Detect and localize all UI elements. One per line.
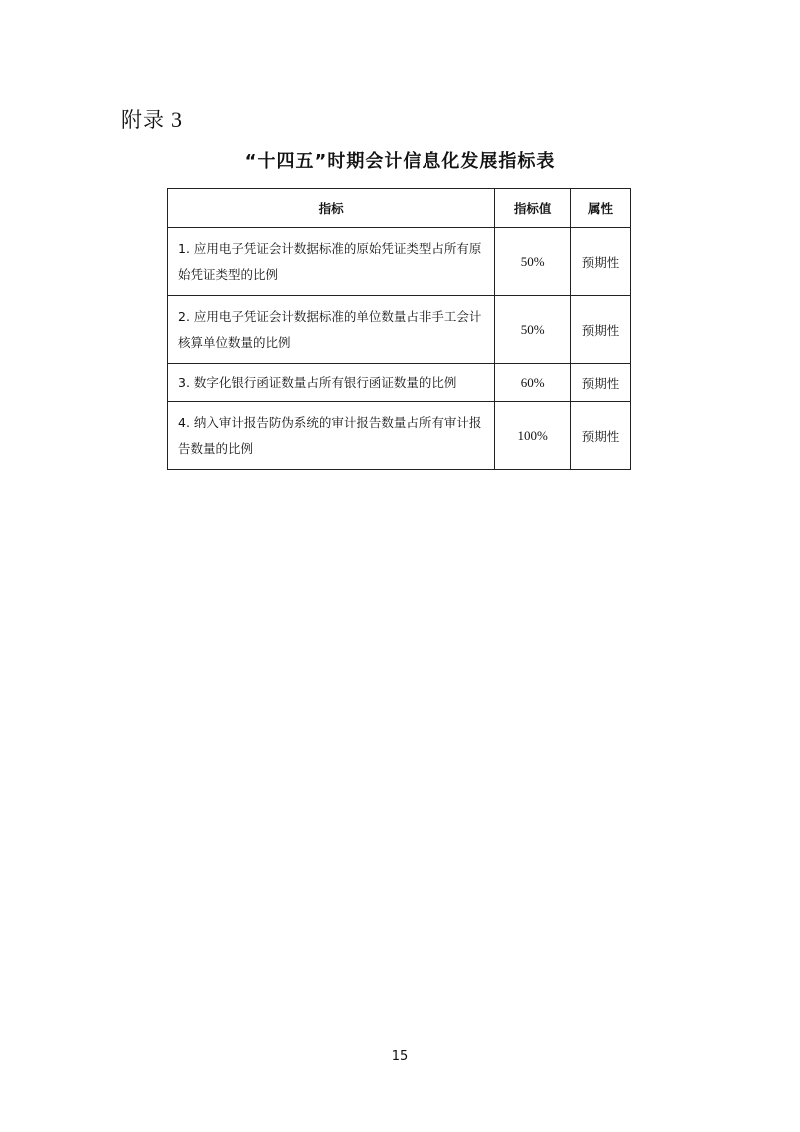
header-attribute: 属性 [571,189,631,228]
indicator-cell: 3. 数字化银行函证数量占所有银行函证数量的比例 [168,364,495,402]
value-cell: 50% [495,296,571,364]
table-title: “十四五”时期会计信息化发展指标表 [244,151,556,172]
appendix-label: 附录 [121,108,165,132]
attribute-cell: 预期性 [571,364,631,402]
value-cell: 60% [495,364,571,402]
table-row [168,296,631,364]
table-row [168,228,631,296]
page-number: 15 [391,1049,409,1064]
indicator-cell: 2. 应用电子凭证会计数据标准的单位数量占非手工会计核算单位数量的比例 [168,296,495,364]
value-cell: 50% [495,228,571,296]
appendix-heading [121,104,183,134]
appendix-number: 3 [171,107,183,132]
table-header-row [168,189,631,228]
indicator-cell: 4. 纳入审计报告防伪系统的审计报告数量占所有审计报告数量的比例 [168,402,495,470]
attribute-cell: 预期性 [571,402,631,470]
indicator-table [167,188,631,470]
attribute-cell: 预期性 [571,296,631,364]
indicator-cell: 1. 应用电子凭证会计数据标准的原始凭证类型占所有原始凭证类型的比例 [168,228,495,296]
table-row [168,364,631,402]
table-row [168,402,631,470]
header-value: 指标值 [495,189,571,228]
header-indicator: 指标 [168,189,495,228]
attribute-cell: 预期性 [571,228,631,296]
value-cell: 100% [495,402,571,470]
